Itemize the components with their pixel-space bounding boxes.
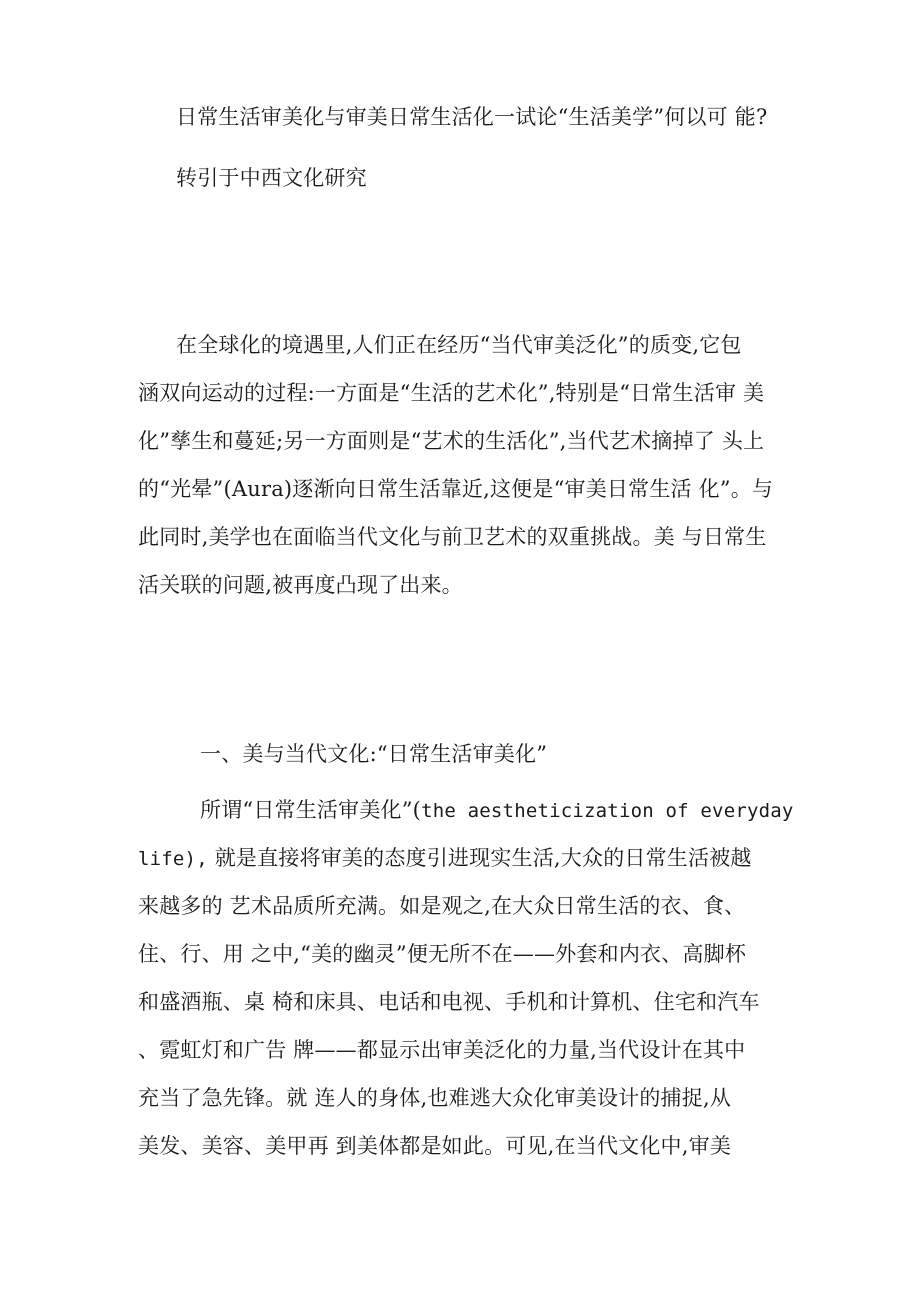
section-line-7: 充当了急先锋。就 连人的身体,也难逃大众化审美设计的捕捉,从 <box>138 1086 732 1110</box>
section-line-2 <box>138 845 752 872</box>
document-title: 日常生活审美化与审美日常生活化一试论“生活美学”何以可 能? <box>176 105 768 129</box>
section-line-1-en: the aestheticization of everyday <box>421 800 794 822</box>
intro-line-2: 涵双向运动的过程:一方面是“生活的艺术化”,特别是“日常生活审 美 <box>138 381 765 405</box>
section-heading: 一、美与当代文化:“日常生活审美化” <box>200 742 548 766</box>
intro-line-4: 的“光晕”(Aura)逐渐向日常生活靠近,这便是“审美日常生活 化”。与 <box>138 477 774 501</box>
intro-line-5: 此同时,美学也在面临当代文化与前卫艺术的双重挑战。美 与日常生 <box>138 525 767 549</box>
section-line-4: 住、行、用 之中,“美的幽灵”便无所不在——外套和内衣、高脚杯 <box>138 942 747 966</box>
section-line-6: 、霓虹灯和广告 牌——都显示出审美泛化的力量,当代设计在其中 <box>138 1038 746 1062</box>
section-line-1-cn: 所谓“日常生活审美化”( <box>200 798 422 822</box>
section-line-2-cn: 就是直接将审美的态度引进现实生活,大众的日常生活被越 <box>207 846 752 870</box>
intro-line-3: 化”孳生和蔓延;另一方面则是“艺术的生活化”,当代艺术摘掉了 头上 <box>138 429 765 453</box>
section-line-8: 美发、美容、美甲再 到美体都是如此。可见,在当代文化中,审美 <box>138 1134 732 1158</box>
section-line-1 <box>200 797 794 824</box>
section-line-2-en: life), <box>138 848 208 870</box>
section-line-3: 来越多的 艺术品质所充满。如是观之,在大众日常生活的衣、食、 <box>138 894 746 918</box>
intro-line-1: 在全球化的境遇里,人们正在经历“当代审美泛化”的质变,它包 <box>176 333 742 357</box>
intro-line-6: 活关联的问题,被再度凸现了出来。 <box>138 573 463 597</box>
section-line-5: 和盛酒瓶、桌 椅和床具、电话和电视、手机和计算机、住宅和汽车 <box>138 990 760 1014</box>
source-line: 转引于中西文化研究 <box>176 166 367 190</box>
